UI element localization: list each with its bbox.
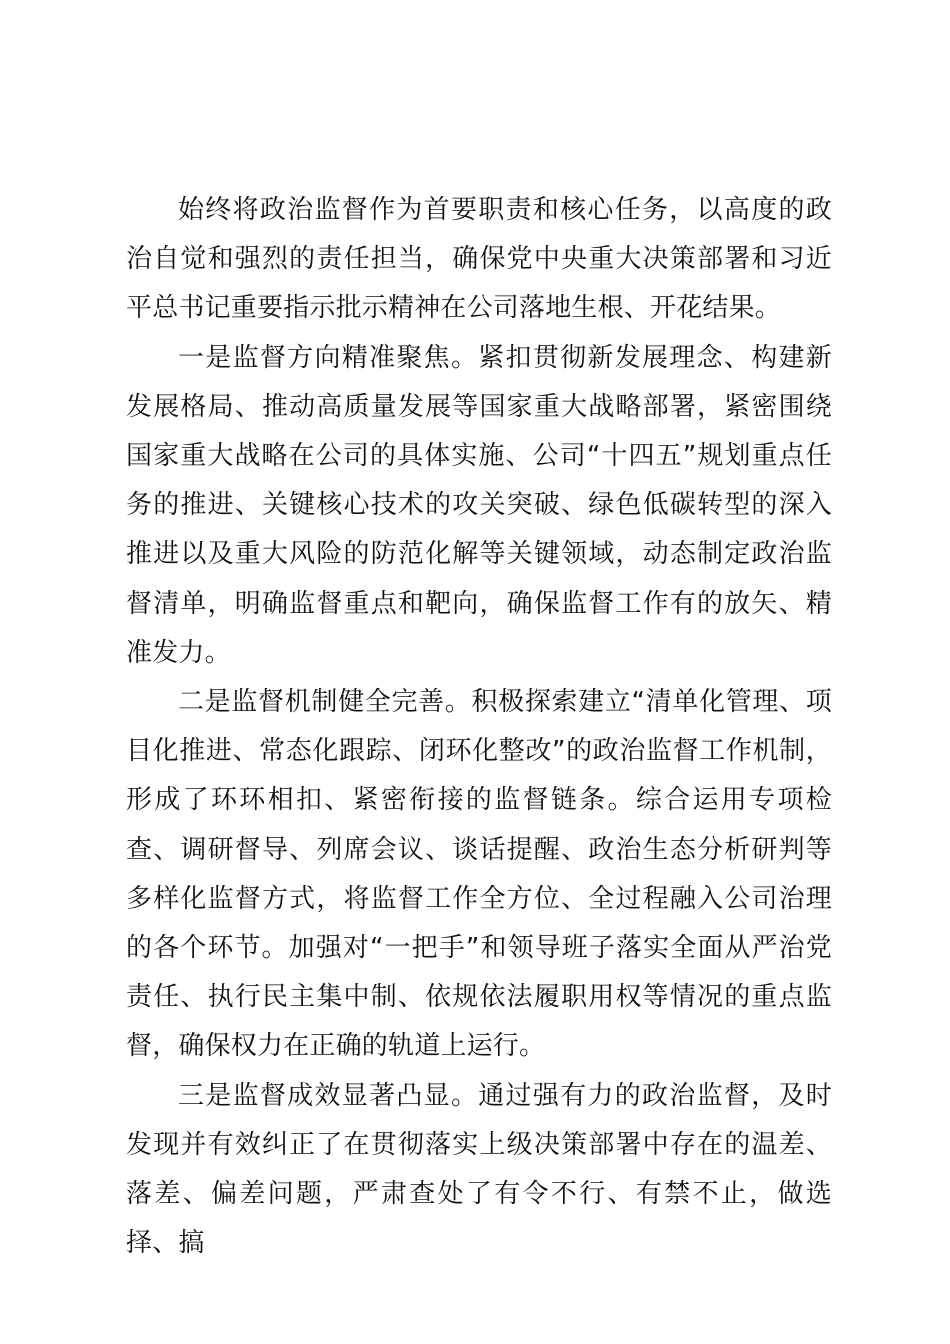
paragraph-intro: 始终将政治监督作为首要职责和核心任务，以高度的政治自觉和强烈的责任担当，确保党中央重大决策部署和习近平总书记重要指示批示精神在公司落地生根、开花结果。 [126, 195, 832, 324]
paragraph-point-1: 一是监督方向精准聚焦。紧扣贯彻新发展理念、构建新发展格局、推动高质量发展等国家重大战略部署，紧密围绕国家重大战略在公司的具体实施、公司“十四五”规划重点任务的推进、关键核心技术的攻关突破、绿色低碳转型的深入推进以及重大风险的防范化解等关键领域，动态制定政治监督清单，明确监督重点和靶向，确保监督工作有的放矢、精准发力。 [126, 342, 832, 668]
paragraph-point-3: 三是监督成效显著凸显。通过强有力的政治监督，及时发现并有效纠正了在贯彻落实上级决策部署中存在的温差、落差、偏差问题，严肃查处了有令不行、有禁不止，做选择、搞 [126, 1080, 832, 1259]
document-page [126, 186, 832, 1268]
paragraph-point-2: 二是监督机制健全完善。积极探索建立“清单化管理、项目化推进、常态化跟踪、闭环化整改”的政治监督工作机制，形成了环环相扣、紧密衔接的监督链条。综合运用专项检查、调研督导、列席会议、谈话提醒、政治生态分析研判等多样化监督方式，将监督工作全方位、全过程融入公司治理的各个环节。加强对“一把手”和领导班子落实全面从严治党责任、执行民主集中制、依规依法履职用权等情况的重点监督，确保权力在正确的轨道上运行。 [126, 687, 832, 1062]
